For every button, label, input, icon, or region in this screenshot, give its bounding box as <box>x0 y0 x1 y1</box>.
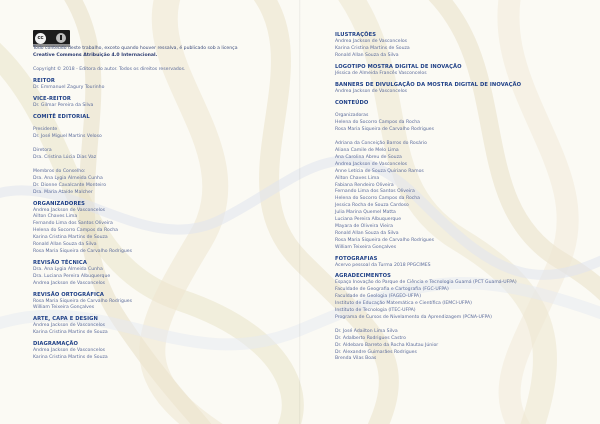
credit-line: Dr. Adalberto Rodrigues Castro <box>335 335 406 341</box>
credit-line: Ana Carolina Abreu de Souza <box>335 154 402 160</box>
section-heading: ORGANIZADORES <box>33 200 86 207</box>
credit-line: Diretora <box>33 148 52 154</box>
credit-line: Andrea Jackson de Vasconcelos <box>335 88 408 94</box>
credit-section-organizadores <box>33 201 293 256</box>
credit-section-reitor <box>33 78 293 92</box>
credit-line: Presidente <box>33 127 58 133</box>
credit-section-logotipo-mostra-digital-de-inovacao <box>335 64 595 78</box>
section-heading: REVISÃO TÉCNICA <box>33 259 87 266</box>
credit-line: Rosa Maria Siqueira de Carvalho Rodrigues <box>335 237 434 243</box>
credit-line: Espaço Inovação do Parque de Ciência e Tecnologia Guamá (PCT Guamá-UFPA) <box>335 280 517 286</box>
credit-line: Luciana Pereira Albuquerque <box>335 217 402 223</box>
section-heading: REVISÃO ORTOGRÁFICA <box>33 291 105 298</box>
spacer-line <box>335 107 595 114</box>
right-page <box>300 0 600 424</box>
credit-line: William Teixeira Gonçalves <box>335 244 397 250</box>
credit-section-conteudo <box>335 100 595 252</box>
section-heading: VICE-REITOR <box>33 95 71 102</box>
credit-line: Julia Marina Quemel Matta <box>335 210 396 216</box>
credit-line: Andrea Jackson de Vasconcelos <box>33 348 106 354</box>
right-page-content <box>335 28 595 363</box>
credit-line: Fabiana Rendeiro Oliveira <box>335 182 394 188</box>
credit-section-vice-reitor <box>33 96 293 110</box>
credit-line: Ailton Chaves Lima <box>335 175 380 181</box>
credit-line: Dr. Dionne Cavalcante Monteiro <box>33 182 107 188</box>
section-heading: COMITÊ EDITORIAL <box>33 113 90 120</box>
credit-line: Fernando Lima dos Santos Oliveira <box>33 221 113 227</box>
credit-section-agradecimentos <box>335 273 595 363</box>
credit-line: Dra. Luciana Pereira Albuquerque <box>33 273 111 279</box>
section-heading: BANNERS DE DIVULGAÇÃO DA MOSTRA DIGITAL DE INOVAÇÃO <box>335 81 522 88</box>
credit-line: Dr. José Miguel Martins Veloso <box>33 134 102 140</box>
section-heading: AGRADECIMENTOS <box>335 273 392 280</box>
section-heading: DIAGRAMAÇÃO <box>33 341 79 348</box>
spacer-line <box>33 141 293 148</box>
credit-line: Organizadoras <box>335 113 369 119</box>
credit-section-revisao-ortografica <box>33 292 293 313</box>
credit-line: Helena do Socorro Campos da Rocha <box>335 196 421 202</box>
credit-line: Fernando Lima dos Santos Oliveira <box>335 189 415 195</box>
credit-line: Aliana Camile de Melo Lima <box>335 147 399 153</box>
credit-line: Anne Letícia de Souza Quiriano Ramos <box>335 168 424 174</box>
credit-line: Adriana da Conceição Barros do Rosário <box>335 141 427 147</box>
credit-line: Karina Cristina Martins de Souza <box>33 235 108 241</box>
credit-line: Membros do Conselho: <box>33 168 86 174</box>
credit-line: Andrea Jackson de Vasconcelos <box>33 323 106 329</box>
credit-section-arte-capa-e-design <box>33 316 293 337</box>
credit-line: Dr. Alexandre Guimarães Rodrigues <box>335 349 417 355</box>
credit-line: Dr. José Adailton Lima Silva <box>335 328 398 334</box>
credit-line: Brenda Vilas Boas <box>335 356 377 362</box>
credit-line: Jéssica de Almeida Francês Vasconcelos <box>335 70 427 76</box>
section-heading: ILUSTRAÇÕES <box>335 32 377 38</box>
creative-commons-icon: cc <box>35 33 46 44</box>
credit-line: Ailton Chaves Lima <box>33 214 78 220</box>
credit-line: Dr. Aldebaro Barreto da Rocha Klautau Júnior <box>335 342 439 348</box>
credit-line: Faculdade de Geografia e Cartografia (FGC-UFPA) <box>335 287 449 293</box>
left-credits <box>33 78 293 362</box>
credit-line: Dra. Ana Lygia Almeida Cunha <box>33 266 103 272</box>
credit-line: Karina Cristina Martins de Souza <box>33 355 108 361</box>
section-heading: ARTE, CAPA E DESIGN <box>33 316 98 323</box>
credit-line: Dra. Cristina Lúcia Dias Vaz <box>33 155 97 161</box>
credit-line: Jessica Rocha de Souza Cardoso <box>335 203 409 209</box>
credit-section-comite-editorial <box>33 114 293 197</box>
credit-line: Dra. Maria Ataíde Malcher <box>33 189 93 195</box>
credit-line: Rosa Maria Siqueira de Carvalho Rodrigues <box>335 127 434 133</box>
credit-line: Faculdade de Geologia (FAGEO-UFPA) <box>335 294 421 300</box>
credit-line: Andrea Jackson de Vasconcelos <box>33 207 106 213</box>
copyright-notice: Copyright © 2018 - Editora do autor. Todos os direitos reservados. <box>33 66 186 72</box>
license-text-line2: Creative Commons Atribuição 4.0 Internacional. <box>33 52 158 58</box>
right-credits <box>335 32 595 363</box>
credit-line: Karina Cristina Martins de Souza <box>335 45 410 51</box>
section-heading: CONTEÚDO <box>335 99 369 106</box>
credit-section-banners-de-divulgacao-da-mostra-digital-de-inovacao <box>335 82 595 96</box>
credit-line: Instituto de Educação Matemática e Científica (IEMCI-UFPA) <box>335 301 472 307</box>
credit-section-revisao-tecnica <box>33 260 293 288</box>
credit-line: Ronald Allan Souza da Silva <box>335 52 399 58</box>
credit-line: Dr. Gilmar Pereira da Silva <box>33 102 94 108</box>
credit-line: Ronald Allan Souza da Silva <box>33 242 97 248</box>
credit-line: Dr. Emmanuel Zagury Tourinho <box>33 84 105 90</box>
credit-line: Acervo pessoal da Turma 2018 PPGCIMES <box>335 262 431 268</box>
credit-section-fotografias <box>335 256 595 270</box>
credit-line: Programa de Cursos de Nivelamento da Aprendizagem (PCNA-UFPA) <box>335 315 492 320</box>
spacer-line <box>33 162 293 169</box>
attribution-icon <box>56 33 66 43</box>
section-heading: LOGOTIPO MOSTRA DIGITAL DE INOVAÇÃO <box>335 63 462 70</box>
credit-line: Dra. Ana Lygia Almeida Cunha <box>33 175 103 181</box>
section-heading: FOTOGRAFIAS <box>335 255 378 262</box>
credit-line: Karina Cristina Martins de Souza <box>33 330 108 336</box>
spacer-line <box>33 121 293 128</box>
spacer-line <box>335 322 595 329</box>
credit-line: William Teixeira Gonçalves <box>33 305 95 311</box>
credit-line: Rosa Maria Siqueira de Carvalho Rodrigues <box>33 298 132 304</box>
credit-line: Instituto de Tecnologia (ITEC-UFPA) <box>335 308 416 314</box>
credit-line: Ronald Allan Souza da Silva <box>335 230 399 236</box>
credit-line: Andrea Jackson de Vasconcelos <box>33 280 106 286</box>
credit-line: Helena do Socorro Campos da Rocha <box>33 228 119 234</box>
credit-line: Andrea Jackson de Vasconcelos <box>335 161 408 167</box>
credit-line: Mayara de Oliveira Vieira <box>335 223 393 229</box>
credit-line: Helena do Socorro Campos da Rocha <box>335 120 421 126</box>
left-page-content <box>33 46 293 362</box>
credit-line: Rosa Maria Siqueira de Carvalho Rodrigues <box>33 248 132 254</box>
credit-section-diagramacao <box>33 341 293 362</box>
credit-line: Andrea Jackson de Vasconcelos <box>335 39 408 44</box>
license-text-line1: Todo conteúdo deste trabalho, exceto quando houver ressalva, é publicado sob a licença <box>33 46 238 51</box>
credit-section-ilustracoes <box>335 32 595 60</box>
section-heading: REITOR <box>33 77 56 84</box>
